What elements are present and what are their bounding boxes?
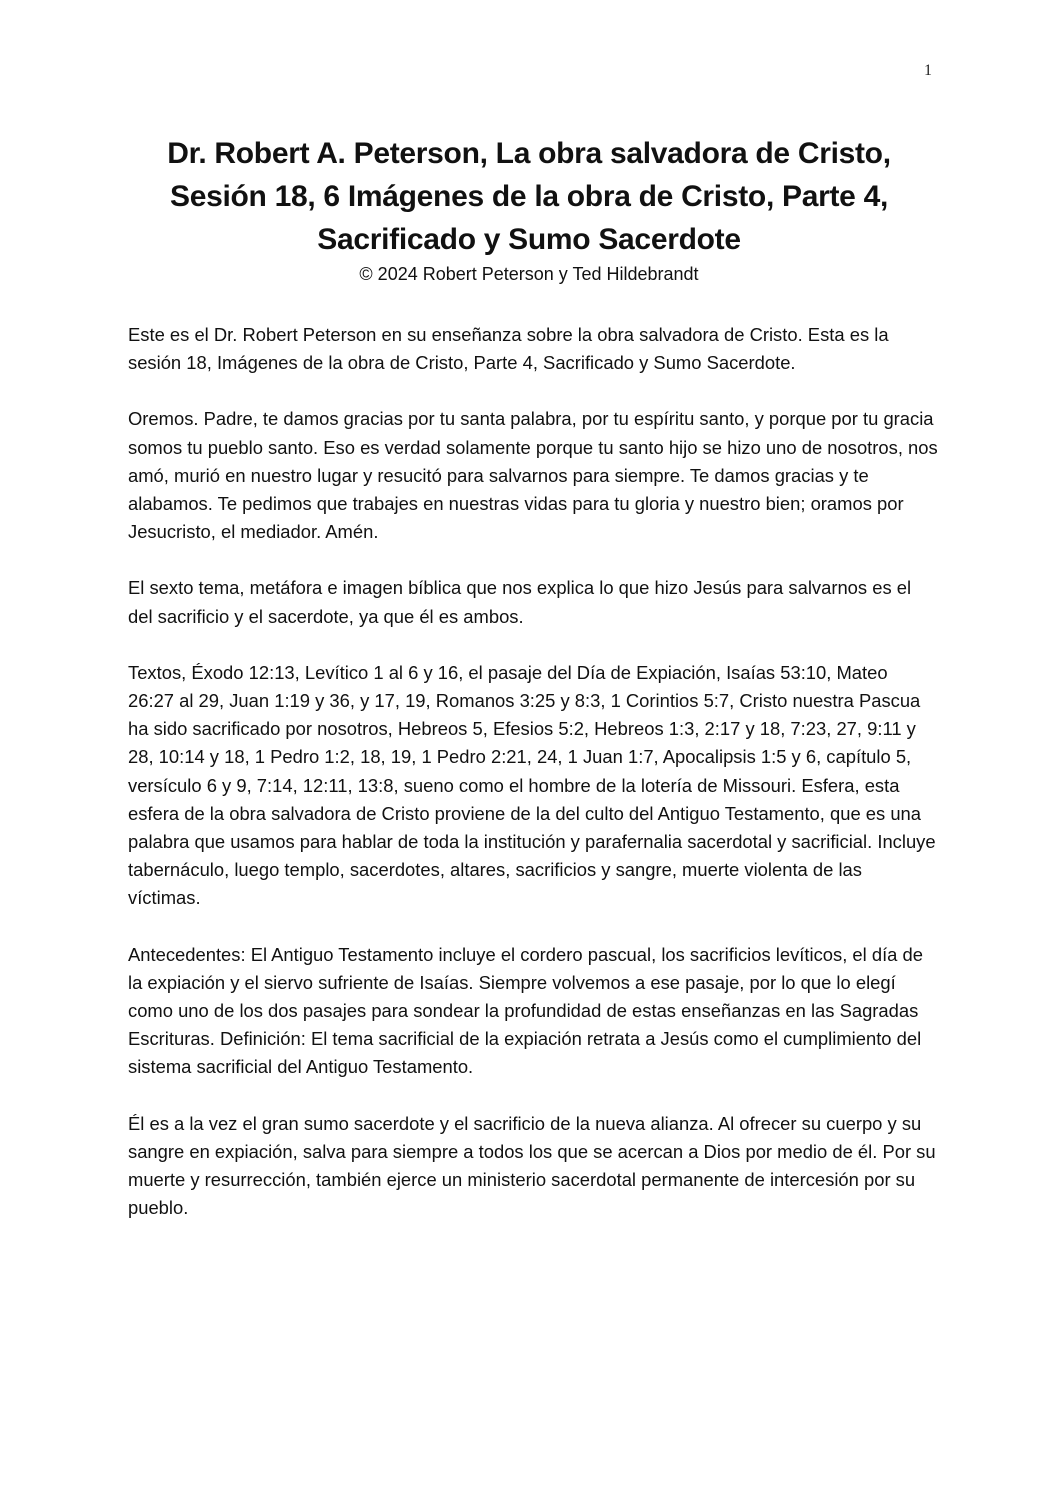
paragraph-prayer: Oremos. Padre, te damos gracias por tu santa palabra, por tu espíritu santo, y porque por tu gracia somos tu pueblo santo. Eso es verdad solamente porque tu santo hijo se hizo uno de nosotros, nos amó, murió en nuestro lugar y resucitó para salvarnos para siempre. Te damos gracias y te alabamos. Te pedimos que trabajes en nuestras vidas para tu gloria y nuestro bien; oramos por Jesucristo, el mediador. Amén. (128, 408, 938, 543)
paragraph-theme: El sexto tema, metáfora e imagen bíblica que nos explica lo que hizo Jesús para salvarnos es el del sacrificio y el sacerdote, ya que él es ambos. (128, 577, 912, 627)
paragraph-texts: Textos, Éxodo 12:13, Levítico 1 al 6 y 16, el pasaje del Día de Expiación, Isaías 53:10, Mateo 26:27 al 29, Juan 1:19 y 36, y 17, 19, Romanos 3:25 y 8:3, 1 Corintios 5:7, Cristo nuestra Pascua ha sido sacrificado por nosotros, Hebreos 5, Efesios 5:2, Hebreos 1:3, 2:17 y 18, 7:23, 27, 9:11 y 28, 10:14 y 18, 1 Pedro 1:2, 18, 19, 1 Pedro 2:21, 24, 1 Juan 1:7, Apocalipsis 1:5 y 6, capítulo 5, versículo 6 y 9, 7:14, 12:11, 13:8, sueno como el hombre de la lotería de Missouri. Esfera, esta esfera de la obra salvadora de Cristo proviene de la del culto del Antiguo Testamento, que es una palabra que usamos para hablar de toda la institución y parafernalia sacerdotal y sacrificial. Incluye tabernáculo, luego templo, sacerdotes, altares, sacrificios y sangre, muerte violenta de las víctimas. (128, 661, 936, 909)
title-block (110, 132, 948, 287)
paragraph-priest: Él es a la vez el gran sumo sacerdote y el sacrificio de la nueva alianza. Al ofrecer su cuerpo y su sangre en expiación, salva para siempre a todos los que se acercan a Dios por medio de él. Por su muerte y resurrección, también ejerce un ministerio sacerdotal permanente de intercesión por su pueblo. (128, 1112, 936, 1219)
document-title (110, 132, 948, 261)
paragraph-background: Antecedentes: El Antiguo Testamento incluye el cordero pascual, los sacrificios levíticos, el día de la expiación y el siervo sufriente de Isaías. Siempre volvemos a ese pasaje, por lo que lo elegí como uno de los dos pasajes para sondear la profundidad de estas enseñanzas en las Sagradas Escrituras. Definición: El tema sacrificial de la expiación retrata a Jesús como el cumplimiento del sistema sacrificial del Antiguo Testamento. (128, 943, 923, 1078)
page-number: 1 (924, 62, 932, 79)
copyright-notice: © 2024 Robert Peterson y Ted Hildebrandt (359, 264, 699, 284)
paragraph-intro: Este es el Dr. Robert Peterson en su enseñanza sobre la obra salvadora de Cristo. Esta es la sesión 18, Imágenes de la obra de Cristo, Parte 4, Sacrificado y Sumo Sacerdote. (128, 324, 889, 374)
title-line-2: Sesión 18, 6 Imágenes de la obra de Cristo, Parte 4, (169, 180, 889, 213)
document-body (128, 321, 938, 1250)
title-line-1: Dr. Robert A. Peterson, La obra salvadora de Cristo, (167, 137, 891, 170)
title-line-3: Sacrificado y Sumo Sacerdote (317, 223, 741, 256)
